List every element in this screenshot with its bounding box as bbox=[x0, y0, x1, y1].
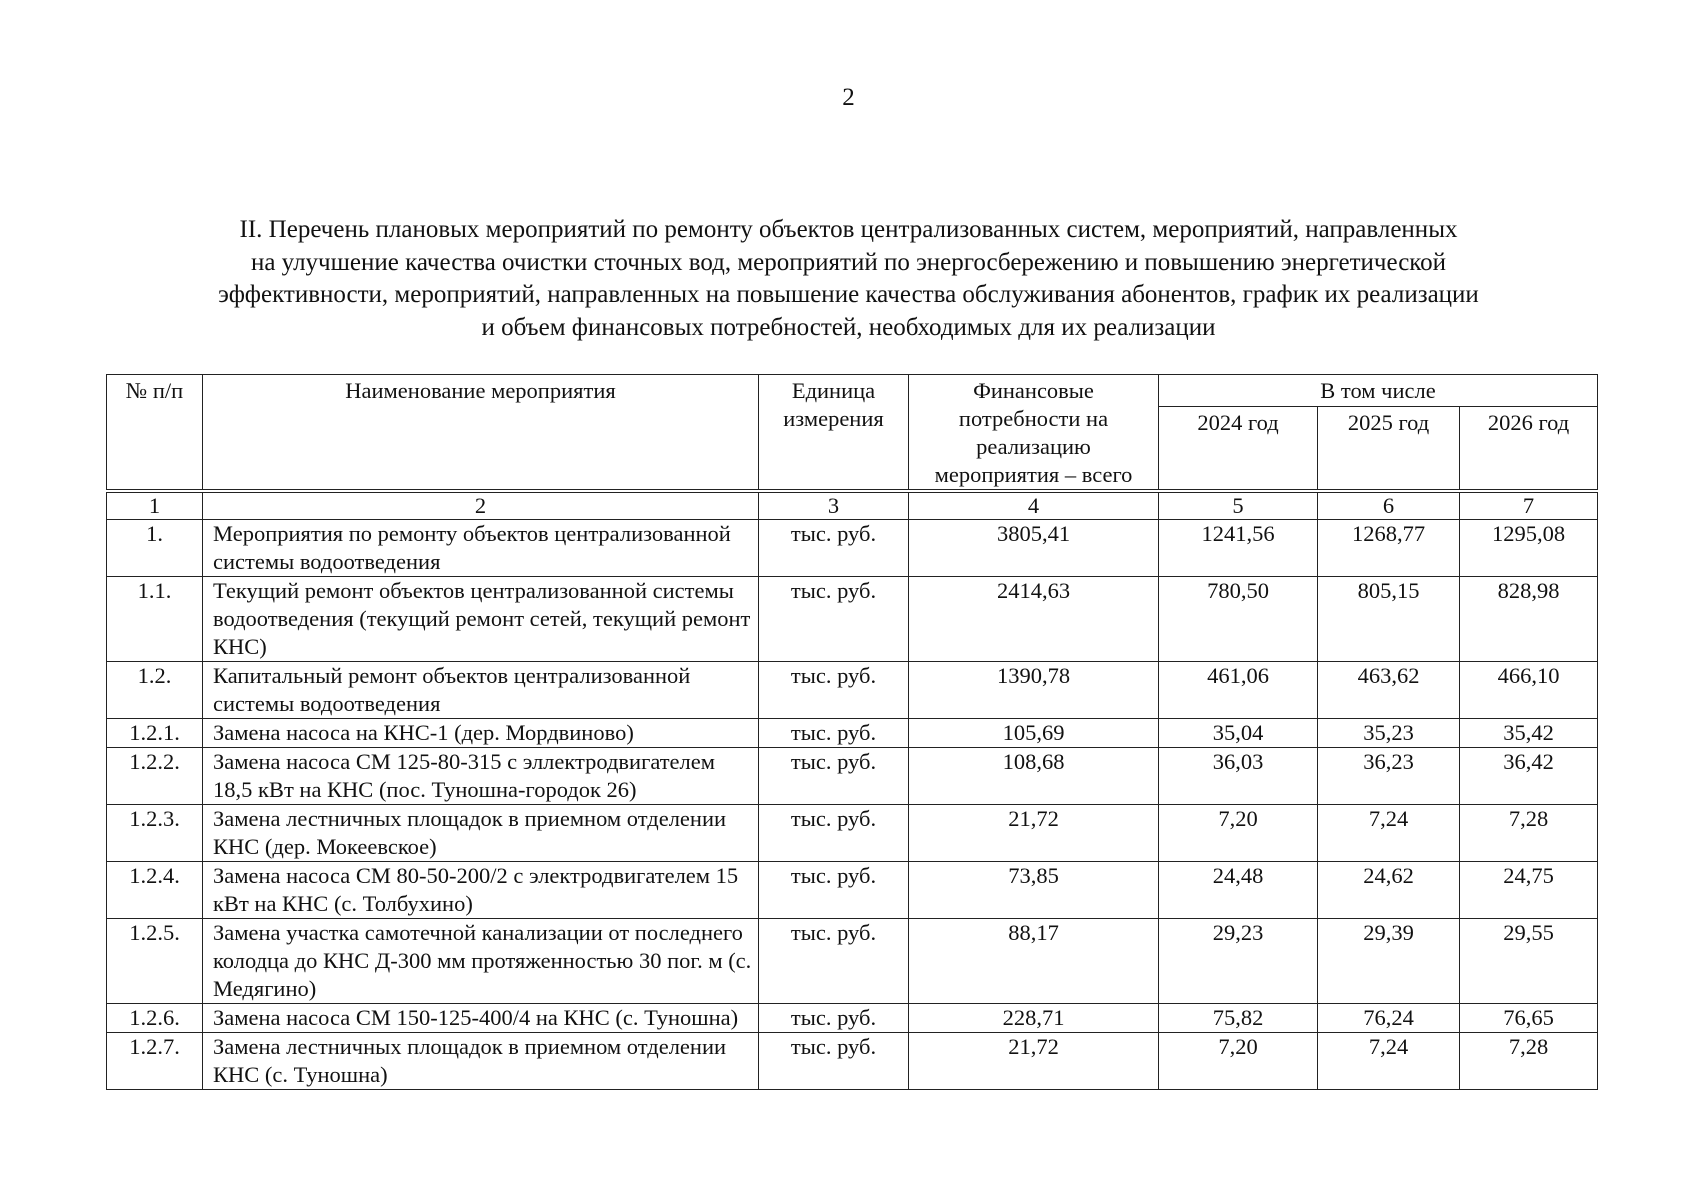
row-number: 1.2.1. bbox=[107, 719, 203, 748]
row-number: 1.1. bbox=[107, 577, 203, 662]
column-index: 4 bbox=[909, 491, 1159, 520]
table-header-row bbox=[107, 375, 1598, 407]
table-row bbox=[107, 719, 1598, 748]
table-row bbox=[107, 577, 1598, 662]
row-number: 1.2.5. bbox=[107, 919, 203, 1004]
row-total: 108,68 bbox=[909, 748, 1159, 805]
row-total: 1390,78 bbox=[909, 662, 1159, 719]
row-number: 1.2.3. bbox=[107, 805, 203, 862]
table-row bbox=[107, 662, 1598, 719]
row-number: 1.2.4. bbox=[107, 862, 203, 919]
row-name: Замена лестничных площадок в приемном отделении КНС (дер. Мокеевское) bbox=[203, 805, 759, 862]
row-total: 21,72 bbox=[909, 805, 1159, 862]
table-row bbox=[107, 805, 1598, 862]
row-value-2026: 24,75 bbox=[1460, 862, 1598, 919]
row-total: 105,69 bbox=[909, 719, 1159, 748]
header-total: Финансовые потребности на реализацию мероприятия – всего bbox=[909, 375, 1159, 492]
row-value-2024: 7,20 bbox=[1159, 805, 1318, 862]
row-value-2025: 24,62 bbox=[1318, 862, 1460, 919]
header-year-2025: 2025 год bbox=[1318, 406, 1460, 491]
column-index: 6 bbox=[1318, 491, 1460, 520]
section-title-line: II. Перечень плановых мероприятий по ремонту объектов централизованных систем, мероприятий, направленных bbox=[239, 216, 1458, 243]
row-unit: тыс. руб. bbox=[759, 662, 909, 719]
row-value-2026: 36,42 bbox=[1460, 748, 1598, 805]
column-index: 7 bbox=[1460, 491, 1598, 520]
row-unit: тыс. руб. bbox=[759, 520, 909, 577]
column-index: 3 bbox=[759, 491, 909, 520]
section-title-line: и объем финансовых потребностей, необходимых для их реализации bbox=[481, 313, 1216, 341]
row-value-2026: 29,55 bbox=[1460, 919, 1598, 1004]
row-value-2025: 805,15 bbox=[1318, 577, 1460, 662]
row-name: Замена лестничных площадок в приемном отделении КНС (с. Туношна) bbox=[203, 1033, 759, 1090]
row-unit: тыс. руб. bbox=[759, 748, 909, 805]
row-unit: тыс. руб. bbox=[759, 862, 909, 919]
column-index: 2 bbox=[203, 491, 759, 520]
row-unit: тыс. руб. bbox=[759, 919, 909, 1004]
row-number: 1.2. bbox=[107, 662, 203, 719]
column-index: 1 bbox=[107, 491, 203, 520]
row-value-2026: 7,28 bbox=[1460, 1033, 1598, 1090]
row-value-2024: 29,23 bbox=[1159, 919, 1318, 1004]
row-value-2025: 7,24 bbox=[1318, 805, 1460, 862]
row-value-2024: 7,20 bbox=[1159, 1033, 1318, 1090]
row-number: 1. bbox=[107, 520, 203, 577]
row-unit: тыс. руб. bbox=[759, 805, 909, 862]
row-value-2025: 29,39 bbox=[1318, 919, 1460, 1004]
row-name: Замена насоса на КНС-1 (дер. Мордвиново) bbox=[203, 719, 759, 748]
table-row bbox=[107, 862, 1598, 919]
row-unit: тыс. руб. bbox=[759, 577, 909, 662]
row-unit: тыс. руб. bbox=[759, 719, 909, 748]
row-value-2025: 35,23 bbox=[1318, 719, 1460, 748]
row-name: Замена участка самотечной канализации от последнего колодца до КНС Д-300 мм протяженностью 30 пог. м (с. Медягино) bbox=[203, 919, 759, 1004]
row-value-2025: 36,23 bbox=[1318, 748, 1460, 805]
row-value-2026: 466,10 bbox=[1460, 662, 1598, 719]
header-year-2026: 2026 год bbox=[1460, 406, 1598, 491]
row-total: 3805,41 bbox=[909, 520, 1159, 577]
table-row bbox=[107, 1004, 1598, 1033]
page-number: 2 bbox=[842, 84, 855, 111]
row-value-2024: 1241,56 bbox=[1159, 520, 1318, 577]
row-value-2026: 7,28 bbox=[1460, 805, 1598, 862]
row-value-2026: 76,65 bbox=[1460, 1004, 1598, 1033]
plan-table bbox=[106, 374, 1598, 1090]
row-total: 73,85 bbox=[909, 862, 1159, 919]
header-unit: Единица измерения bbox=[759, 375, 909, 492]
row-value-2024: 461,06 bbox=[1159, 662, 1318, 719]
row-name: Замена насоса СМ 80-50-200/2 с электродвигателем 15 кВт на КНС (с. Толбухино) bbox=[203, 862, 759, 919]
row-value-2024: 24,48 bbox=[1159, 862, 1318, 919]
row-name: Замена насоса СМ 150-125-400/4 на КНС (с. Туношна) bbox=[203, 1004, 759, 1033]
row-value-2024: 75,82 bbox=[1159, 1004, 1318, 1033]
row-name: Капитальный ремонт объектов централизованной системы водоотведения bbox=[203, 662, 759, 719]
row-name: Мероприятия по ремонту объектов централизованной системы водоотведения bbox=[203, 520, 759, 577]
row-value-2024: 36,03 bbox=[1159, 748, 1318, 805]
row-value-2026: 828,98 bbox=[1460, 577, 1598, 662]
row-value-2026: 1295,08 bbox=[1460, 520, 1598, 577]
table-row bbox=[107, 919, 1598, 1004]
row-total: 2414,63 bbox=[909, 577, 1159, 662]
row-value-2024: 35,04 bbox=[1159, 719, 1318, 748]
row-value-2025: 1268,77 bbox=[1318, 520, 1460, 577]
table-row bbox=[107, 748, 1598, 805]
header-year-2024: 2024 год bbox=[1159, 406, 1318, 491]
row-value-2025: 463,62 bbox=[1318, 662, 1460, 719]
row-total: 228,71 bbox=[909, 1004, 1159, 1033]
header-name: Наименование мероприятия bbox=[203, 375, 759, 492]
row-total: 21,72 bbox=[909, 1033, 1159, 1090]
header-including: В том числе bbox=[1159, 375, 1598, 407]
row-value-2026: 35,42 bbox=[1460, 719, 1598, 748]
row-value-2025: 7,24 bbox=[1318, 1033, 1460, 1090]
section-title bbox=[100, 214, 1597, 344]
row-total: 88,17 bbox=[909, 919, 1159, 1004]
row-number: 1.2.6. bbox=[107, 1004, 203, 1033]
table-row bbox=[107, 1033, 1598, 1090]
row-number: 1.2.7. bbox=[107, 1033, 203, 1090]
section-title-line: на улучшение качества очистки сточных вод, мероприятий по энергосбережению и повышению энергетической bbox=[250, 248, 1447, 276]
row-value-2024: 780,50 bbox=[1159, 577, 1318, 662]
section-title-line: эффективности, мероприятий, направленных на повышение качества обслуживания абонентов, график их реализации bbox=[218, 281, 1479, 308]
row-unit: тыс. руб. bbox=[759, 1004, 909, 1033]
row-name: Текущий ремонт объектов централизованной системы водоотведения (текущий ремонт сетей, текущий ремонт КНС) bbox=[203, 577, 759, 662]
header-num: № п/п bbox=[107, 375, 203, 492]
row-value-2025: 76,24 bbox=[1318, 1004, 1460, 1033]
table-row bbox=[107, 520, 1598, 577]
row-unit: тыс. руб. bbox=[759, 1033, 909, 1090]
column-index-row bbox=[107, 491, 1598, 520]
row-number: 1.2.2. bbox=[107, 748, 203, 805]
row-name: Замена насоса СМ 125-80-315 с эллектродвигателем 18,5 кВт на КНС (пос. Туношна-городок 26) bbox=[203, 748, 759, 805]
column-index: 5 bbox=[1159, 491, 1318, 520]
